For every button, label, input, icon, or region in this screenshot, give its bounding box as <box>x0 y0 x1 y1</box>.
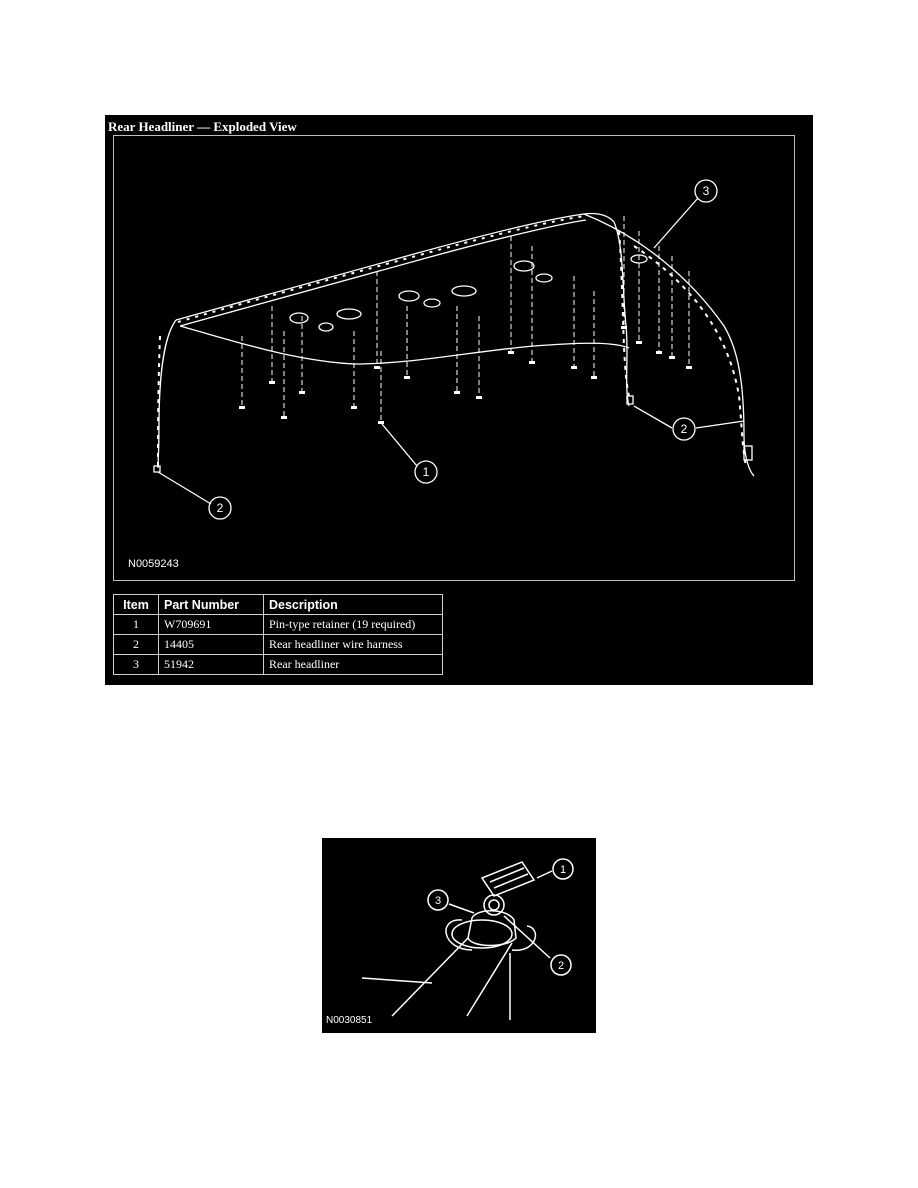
parts-table <box>113 594 443 675</box>
callout-2-left: 2 <box>216 501 224 515</box>
cell-item: 2 <box>114 635 159 655</box>
illustration-frame <box>113 135 795 581</box>
headliner-right-outer <box>584 214 754 476</box>
table-header-row <box>114 595 443 615</box>
callout-1: 1 <box>559 864 567 876</box>
figure-code: N0059243 <box>128 558 179 570</box>
cell-item: 1 <box>114 615 159 635</box>
cover-cap <box>482 862 534 896</box>
leader-2-right-b <box>696 421 744 428</box>
headliner-rear-edge <box>180 326 629 364</box>
anchor-detail-figure <box>322 838 596 1033</box>
cell-item: 3 <box>114 655 159 675</box>
callout-3: 3 <box>702 184 710 198</box>
cell-description: Rear headliner <box>264 655 443 675</box>
exploded-view-figure <box>105 115 813 685</box>
leader-2-right <box>634 406 672 428</box>
table-row <box>114 615 443 635</box>
callout-3: 3 <box>434 895 442 907</box>
header-item: Item <box>114 595 159 615</box>
leader-1 <box>382 424 417 466</box>
headliner-illustration <box>114 136 794 580</box>
leader-2-left <box>158 472 211 504</box>
header-description: Description <box>264 595 443 615</box>
cell-description: Rear headliner wire harness <box>264 635 443 655</box>
callout-2-right: 2 <box>680 422 688 436</box>
figure-code: N0030851 <box>326 1015 373 1026</box>
headliner-left-side <box>158 320 176 468</box>
header-part-number: Part Number <box>159 595 264 615</box>
callout-2: 2 <box>557 960 565 972</box>
cell-part-number: W709691 <box>159 615 264 635</box>
cell-part-number: 51942 <box>159 655 264 675</box>
belt-webbing <box>392 938 512 1016</box>
callout-1: 1 <box>422 465 430 479</box>
leader-3 <box>654 198 698 248</box>
table-row <box>114 635 443 655</box>
cell-description: Pin-type retainer (19 required) <box>264 615 443 635</box>
figure-title: Rear Headliner — Exploded View <box>108 119 297 134</box>
headliner-front-edge-inner <box>180 220 586 326</box>
cell-part-number: 14405 <box>159 635 264 655</box>
table-row <box>114 655 443 675</box>
anchor-illustration <box>322 838 596 1033</box>
